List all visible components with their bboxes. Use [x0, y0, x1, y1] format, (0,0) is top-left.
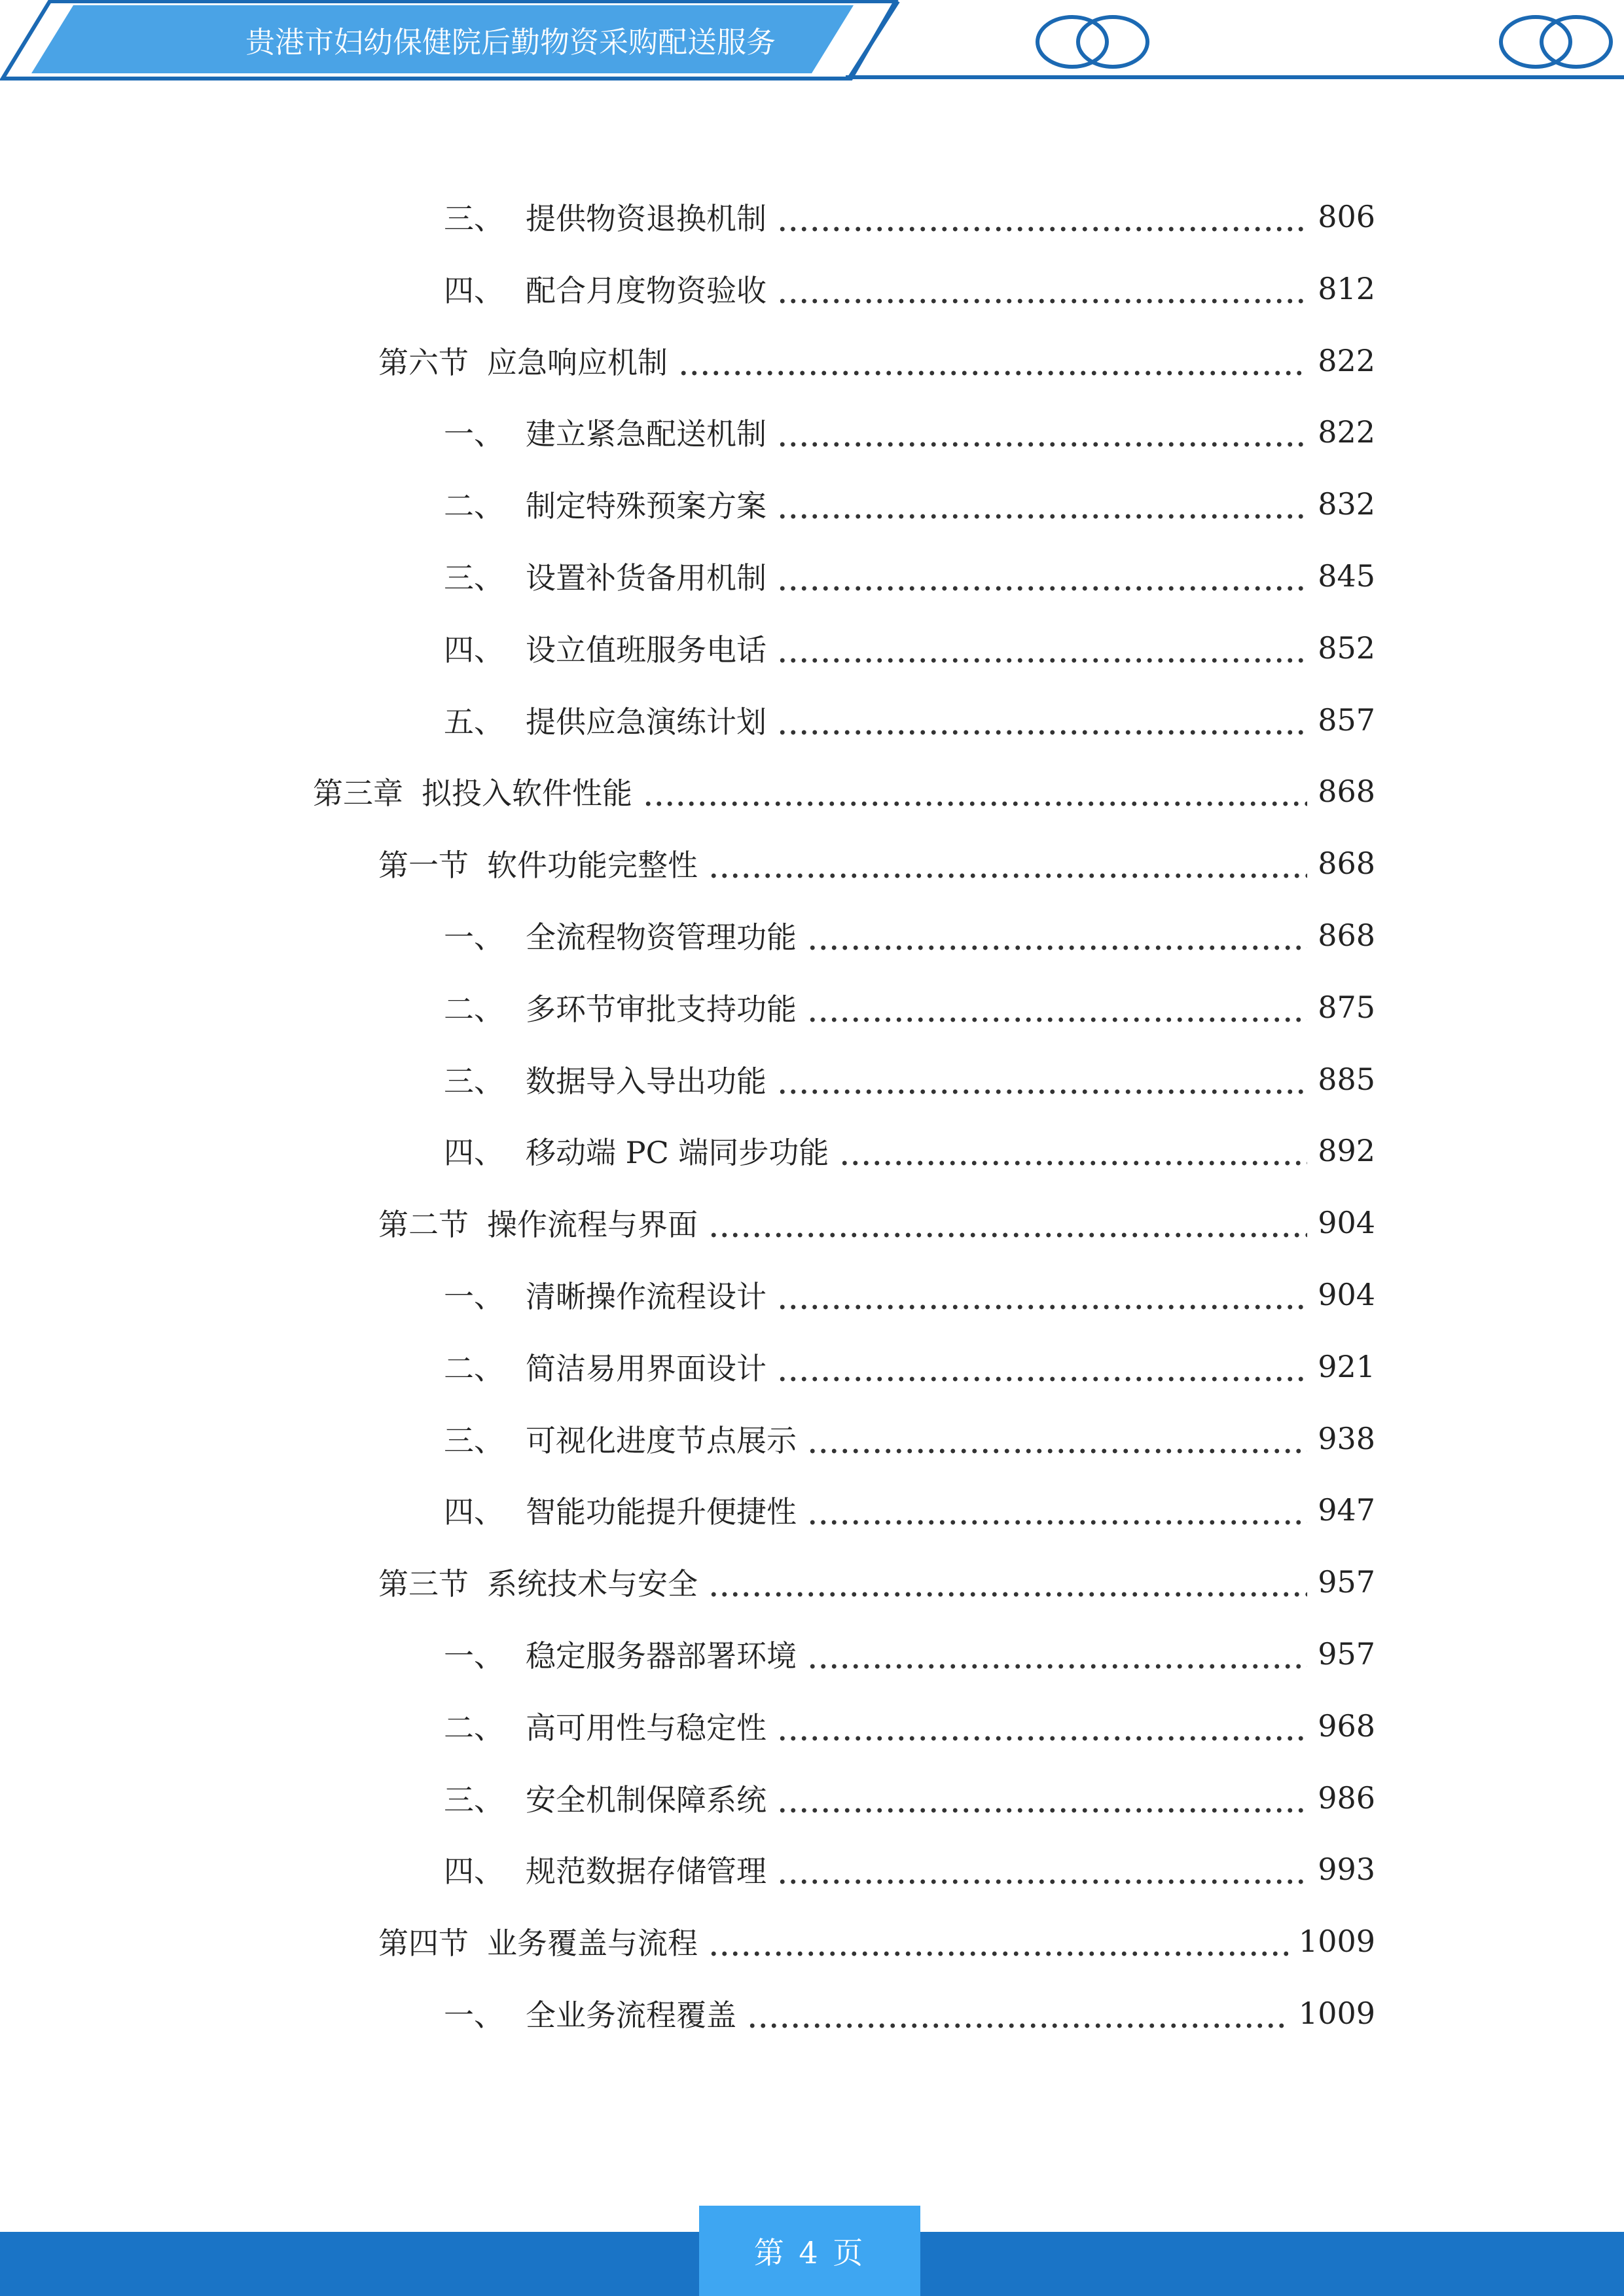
toc-entry-title: 智能功能提升便捷性 [526, 1494, 797, 1530]
toc-entry-title: 数据导入导出功能 [526, 1064, 767, 1099]
toc-entry-title: 制定特殊预案方案 [526, 488, 767, 524]
toc-entry-title: 业务覆盖与流程 [487, 1926, 698, 1961]
toc-entry-number: 五、 [444, 704, 504, 740]
toc-dot-leader [708, 854, 1307, 880]
toc-entry-number: 第四节 [378, 1926, 469, 1961]
toc-entry-number: 二、 [444, 488, 504, 524]
toc-entry-title: 系统技术与安全 [487, 1566, 698, 1602]
toc-entry-page: 875 [1318, 990, 1375, 1025]
toc-entry-title: 提供应急演练计划 [526, 704, 767, 740]
header-slant-right [850, 1, 898, 77]
toc-entry-page: 1009 [1298, 1924, 1375, 1959]
toc-dot-leader [777, 1357, 1307, 1384]
toc-entry-page: 885 [1318, 1062, 1375, 1097]
toc-entry-number: 一、 [444, 1998, 504, 2033]
toc-entry[interactable] [444, 697, 1375, 743]
toc-entry-number: 一、 [444, 1279, 504, 1314]
toc-entry-title: 简洁易用界面设计 [526, 1351, 767, 1386]
toc-dot-leader [807, 1429, 1307, 1456]
toc-dot-leader [747, 2004, 1288, 2030]
toc-entry[interactable] [444, 912, 1375, 958]
toc-dot-leader [807, 926, 1307, 952]
toc-entry[interactable] [444, 194, 1375, 240]
toc-entry-page: 868 [1318, 774, 1375, 809]
document-title: 贵港市妇幼保健院后勤物资采购配送服务 [245, 25, 776, 60]
toc-entry-number: 四、 [444, 1854, 504, 1889]
toc-entry[interactable] [444, 1846, 1375, 1892]
toc-entry-page: 822 [1318, 414, 1375, 450]
toc-entry-page: 832 [1318, 486, 1375, 522]
toc-entry[interactable] [378, 1918, 1375, 1964]
toc-dot-leader [777, 279, 1307, 306]
toc-entry-page: 993 [1318, 1852, 1375, 1887]
page-header [0, 0, 1624, 85]
toc-dot-leader [678, 351, 1307, 378]
toc-dot-leader [777, 711, 1307, 737]
toc-entry-number: 四、 [444, 1494, 504, 1530]
toc-entry-title: 移动端 PC 端同步功能 [526, 1135, 829, 1170]
toc-entry-number: 三、 [444, 1782, 504, 1818]
toc-entry-title: 拟投入软件性能 [422, 776, 632, 811]
toc-entry-page: 868 [1318, 918, 1375, 953]
toc-entry-number: 第二节 [378, 1207, 469, 1242]
toc-dot-leader [807, 998, 1307, 1024]
toc-entry[interactable] [378, 338, 1375, 384]
toc-dot-leader [777, 1070, 1307, 1096]
toc-entry-number: 四、 [444, 273, 504, 308]
toc-entry[interactable] [444, 1703, 1375, 1749]
toc-dot-leader [777, 567, 1307, 593]
toc-dot-leader [777, 207, 1307, 234]
toc-entry-page: 947 [1318, 1492, 1375, 1528]
toc-entry-number: 第一节 [378, 848, 469, 883]
toc-dot-leader [708, 1573, 1307, 1599]
toc-entry-page: 812 [1318, 271, 1375, 306]
toc-entry-page: 822 [1318, 343, 1375, 378]
toc-entry[interactable] [378, 1559, 1375, 1605]
toc-entry[interactable] [444, 481, 1375, 527]
toc-entry[interactable] [444, 1416, 1375, 1462]
toc-entry-number: 三、 [444, 560, 504, 596]
toc-dot-leader [777, 639, 1307, 665]
toc-entry-page: 938 [1318, 1421, 1375, 1456]
toc-entry-title: 规范数据存储管理 [526, 1854, 767, 1889]
toc-entry[interactable] [444, 1631, 1375, 1677]
toc-dot-leader [708, 1213, 1307, 1240]
toc-dot-leader [708, 1932, 1288, 1958]
toc-entry-page: 957 [1318, 1636, 1375, 1672]
rings-icon-2 [1501, 17, 1611, 67]
toc-entry[interactable] [444, 1487, 1375, 1533]
toc-entry-title: 软件功能完整性 [487, 848, 698, 883]
toc-entry[interactable] [444, 1344, 1375, 1390]
toc-entry-title: 清晰操作流程设计 [526, 1279, 767, 1314]
toc-entry-title: 操作流程与界面 [487, 1207, 698, 1242]
toc-entry[interactable] [444, 984, 1375, 1030]
toc-entry-number: 一、 [444, 416, 504, 452]
toc-entry[interactable] [444, 625, 1375, 671]
toc-entry-title: 提供物资退换机制 [526, 201, 767, 236]
toc-dot-leader [777, 1789, 1307, 1815]
toc-entry[interactable] [313, 768, 1375, 814]
toc-entry-title: 设立值班服务电话 [526, 632, 767, 668]
toc-entry-page: 921 [1318, 1349, 1375, 1384]
toc-dot-leader [839, 1141, 1307, 1168]
toc-entry-number: 第三节 [378, 1566, 469, 1602]
toc-entry[interactable] [378, 1200, 1375, 1246]
toc-entry-number: 第六节 [378, 345, 469, 380]
toc-entry-page: 904 [1318, 1205, 1375, 1240]
toc-entry-page: 968 [1318, 1708, 1375, 1744]
toc-entry[interactable] [378, 840, 1375, 886]
toc-entry-title: 稳定服务器部署环境 [526, 1638, 797, 1674]
toc-entry-title: 配合月度物资验收 [526, 273, 767, 308]
toc-dot-leader [777, 1860, 1307, 1886]
toc-entry-title: 全业务流程覆盖 [526, 1998, 736, 2033]
page-number: 第 4 页 [699, 2206, 920, 2296]
toc-dot-leader [807, 1645, 1307, 1671]
toc-entry-page: 857 [1318, 702, 1375, 738]
toc-entry-page: 806 [1318, 199, 1375, 234]
toc-dot-leader [777, 1717, 1307, 1743]
toc-entry[interactable] [444, 409, 1375, 455]
toc-entry-title: 可视化进度节点展示 [526, 1423, 797, 1458]
toc-dot-leader [777, 423, 1307, 449]
rings-icon-1 [1038, 17, 1147, 67]
toc-entry-number: 一、 [444, 920, 504, 955]
toc-entry-page: 868 [1318, 846, 1375, 881]
toc-entry-page: 845 [1318, 558, 1375, 594]
toc-entry-number: 二、 [444, 1710, 504, 1746]
toc-dot-leader [777, 495, 1307, 521]
toc-entry[interactable] [444, 1056, 1375, 1102]
toc-entry-number: 二、 [444, 992, 504, 1027]
toc-entry-page: 904 [1318, 1277, 1375, 1312]
toc-entry-number: 三、 [444, 1064, 504, 1099]
toc-entry[interactable] [444, 553, 1375, 599]
toc-entry-number: 二、 [444, 1351, 504, 1386]
toc-entry-number: 第三章 [313, 776, 403, 811]
toc-entry[interactable] [444, 1272, 1375, 1318]
toc-entry-number: 一、 [444, 1638, 504, 1674]
toc-entry-number: 四、 [444, 632, 504, 668]
toc-entry[interactable] [444, 1775, 1375, 1821]
toc-entry-title: 建立紧急配送机制 [526, 416, 767, 452]
toc-entry-page: 1009 [1298, 1996, 1375, 2031]
toc-dot-leader [777, 1285, 1307, 1312]
toc-entry[interactable] [444, 1128, 1375, 1174]
toc-entry-page: 852 [1318, 630, 1375, 666]
toc-entry-page: 957 [1318, 1564, 1375, 1600]
toc-entry[interactable] [444, 266, 1375, 312]
toc-entry-title: 多环节审批支持功能 [526, 992, 797, 1027]
toc-entry-title: 安全机制保障系统 [526, 1782, 767, 1818]
toc-entry-page: 892 [1318, 1133, 1375, 1168]
toc-entry-title: 高可用性与稳定性 [526, 1710, 767, 1746]
toc-entry-number: 四、 [444, 1135, 504, 1170]
toc-entry-number: 三、 [444, 201, 504, 236]
toc-entry-title: 全流程物资管理功能 [526, 920, 797, 955]
toc-dot-leader [807, 1501, 1307, 1527]
toc-dot-leader [643, 782, 1307, 808]
toc-entry-title: 设置补货备用机制 [526, 560, 767, 596]
toc-entry-number: 三、 [444, 1423, 504, 1458]
toc-entry[interactable] [444, 1990, 1375, 2036]
toc-entry-title: 应急响应机制 [487, 345, 668, 380]
toc-entry-page: 986 [1318, 1780, 1375, 1816]
